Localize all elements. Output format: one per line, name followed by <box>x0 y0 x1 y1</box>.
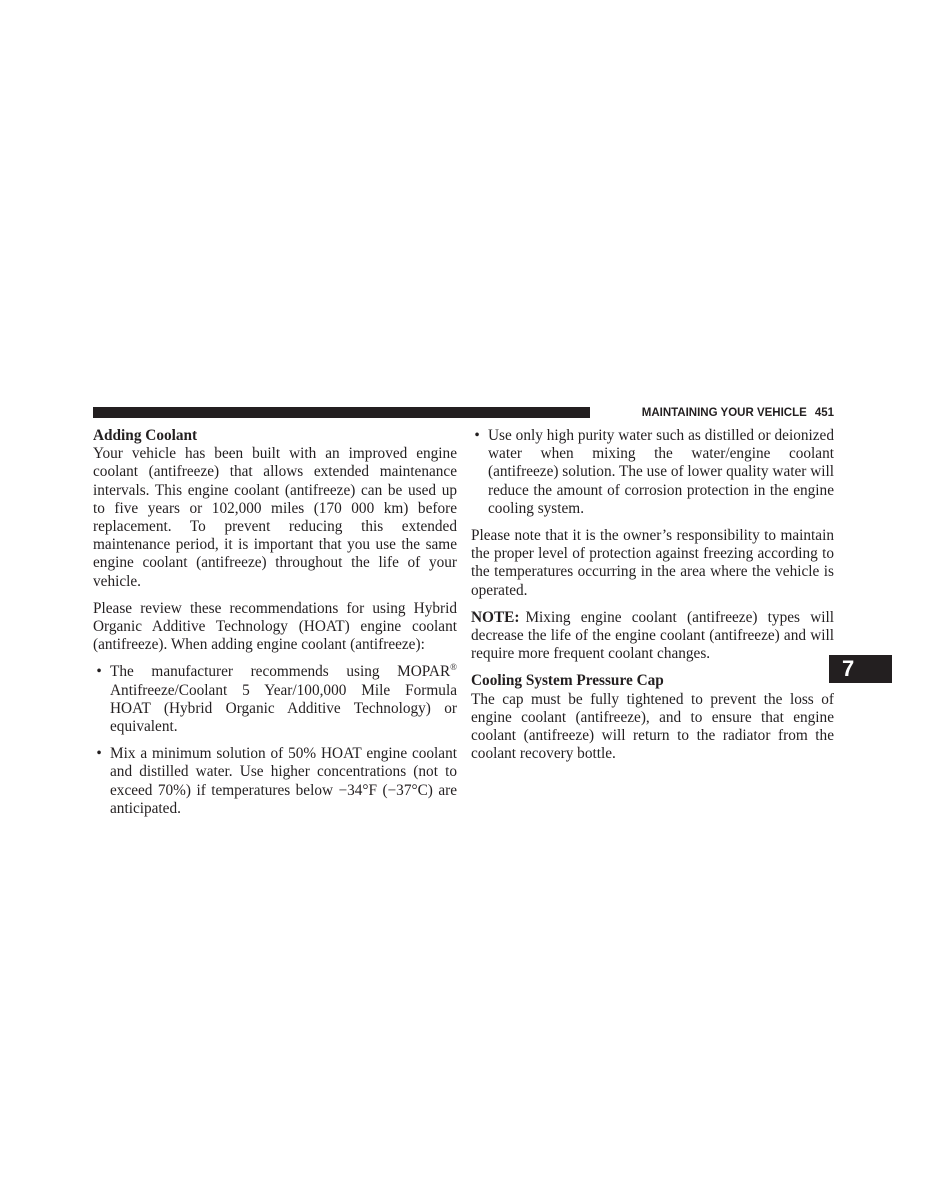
running-header <box>598 406 834 420</box>
paragraph-pressure-cap: The cap must be fully tightened to prevent the loss of engine coolant (antifreeze), and to ensure that engine coolant (antifreeze) will return to the radiator from the coolant recovery bottle. <box>471 690 834 763</box>
paragraph-owner-responsibility: Please note that it is the owner’s responsibility to maintain the proper level of protection against freezing according to the temperatures occurring in the area where the vehicle is operated. <box>471 527 834 599</box>
header-rule <box>93 407 590 418</box>
note-label: NOTE: <box>471 608 520 626</box>
right-column <box>471 427 834 772</box>
bullet-text: The manufacturer recommends using MOPAR <box>110 663 451 681</box>
bullet-icon: • <box>96 663 102 681</box>
bullet-item-water <box>471 427 834 518</box>
bullet-text-cont: Antifreeze/Coolant 5 Year/100,000 Mile Formula HOAT (Hybrid Organic Additive Technology) or equivalent. <box>110 681 457 736</box>
paragraph-recommendations: Please review these recommendations for using Hybrid Organic Additive Technology (HOAT) engine coolant (antifreeze). When adding engine coolant (antifreeze): <box>93 599 457 654</box>
chapter-tab: 7 <box>829 655 892 683</box>
section-heading-adding-coolant: Adding Coolant <box>93 427 198 444</box>
section-title: MAINTAINING YOUR VEHICLE <box>641 407 807 419</box>
section-heading-pressure-cap: Cooling System Pressure Cap <box>471 672 664 690</box>
bullet-icon: • <box>474 427 480 444</box>
bullet-text: Mix a minimum solution of 50% HOAT engine coolant and distilled water. Use higher concentrations (not to exceed 70%) if temperatures below −34°F (−37°C) are anticipated. <box>110 745 457 817</box>
note-paragraph <box>471 609 834 664</box>
bullet-text: Use only high purity water such as distilled or deionized water when mixing the water/engine coolant (antifreeze) solution. The use of lower quality water will reduce the amount of corrosion protection in the engine cooling system. <box>488 427 834 517</box>
bullet-item-mix <box>93 745 457 818</box>
registered-mark: ® <box>450 662 457 673</box>
note-text: Mixing engine coolant (antifreeze) types will decrease the life of the engine coolant (antifreeze) and will require more frequent coolant changes. <box>471 608 834 663</box>
bullet-item-mopar <box>93 663 457 736</box>
paragraph-intro: Your vehicle has been built with an improved engine coolant (antifreeze) that allows extended maintenance intervals. This engine coolant (antifreeze) can be used up to five years or 102,000 miles (170 000 km) before replacement. To prevent reducing this extended maintenance period, it is important that you use the same engine coolant (antifreeze) throughout the life of your vehicle. <box>93 445 457 590</box>
left-column <box>93 427 457 827</box>
page-number: 451 <box>814 407 834 419</box>
bullet-icon: • <box>96 745 102 763</box>
